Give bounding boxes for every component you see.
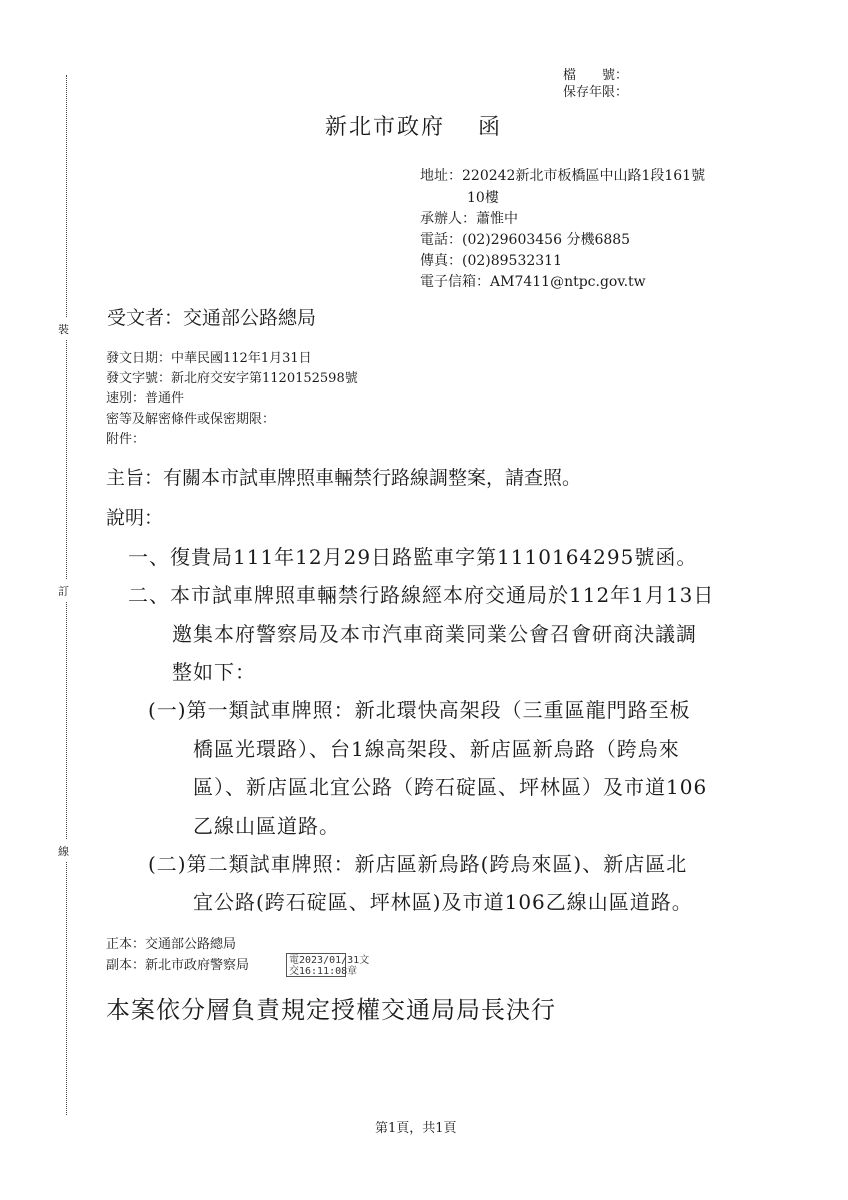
archive-retention: 保存年限： <box>563 85 629 100</box>
secrecy-level: 密等及解密條件或保密期限： <box>106 412 276 427</box>
delegation-note: 本案依分層負責規定授權交通局局長決行 <box>106 996 556 1024</box>
explanation-item-2-line-1: 二、本市試車牌照車輛禁行路線經本府交通局於112年1月13日 <box>128 583 715 607</box>
explanation-label: 說明： <box>106 507 164 529</box>
document-number: 發文字號：新北府交安字第1120152598號 <box>106 371 358 386</box>
sub-item-1-line-2: 橋區光環路）、台1線高架段、新店區新烏路（跨烏來 <box>193 737 680 761</box>
contact-fax: 傳真：(02)89532311 <box>420 253 562 269</box>
sub-item-2-line-1: (二)第二類試車牌照：新店區新烏路(跨烏來區)、新店區北 <box>148 852 688 876</box>
binding-mark-xian: 線 <box>58 840 69 862</box>
sub-item-2-line-2: 宜公路(跨石碇區、坪林區)及市道106乙線山區道路。 <box>193 890 693 914</box>
contact-email: 電子信箱：AM7411@ntpc.gov.tw <box>420 274 646 290</box>
delivery-speed: 速別：普通件 <box>106 391 185 406</box>
copy-carbon: 副本：新北市政府警察局 <box>106 958 250 973</box>
archive-file-no: 檔 號： <box>563 68 629 83</box>
sub-item-1-line-1: (一)第一類試車牌照：新北環快高架段（三重區龍門路至板 <box>148 698 691 722</box>
document-title: 新北市政府 函 <box>325 115 502 140</box>
stamp-time: 交16:11:08章 <box>289 966 358 977</box>
electronic-exchange-stamp <box>286 953 370 977</box>
binding-mark-zhuang: 裝 <box>58 318 69 340</box>
contact-phone: 電話：(02)29603456 分機6885 <box>420 232 631 248</box>
attachment: 附件： <box>106 432 146 447</box>
contact-address-floor: 10樓 <box>467 190 499 206</box>
explanation-item-1: 一、復貴局111年12月29日路監車字第1110164295號函。 <box>128 545 698 569</box>
subject: 主旨：有關本市試車牌照車輛禁行路線調整案，請查照。 <box>106 467 582 489</box>
recipient: 受文者：交通部公路總局 <box>107 307 317 329</box>
copy-original: 正本：交通部公路總局 <box>106 937 237 952</box>
stamp-date: 電2023/01/31文 <box>289 955 370 966</box>
contact-handler: 承辦人：蕭惟中 <box>420 211 518 227</box>
page-footer: 第1頁，共1頁 <box>375 1121 457 1136</box>
issue-date: 發文日期：中華民國112年1月31日 <box>106 351 312 366</box>
contact-address: 地址：220242新北市板橋區中山路1段161號 <box>420 168 706 184</box>
sub-item-1-line-4: 乙線山區道路。 <box>193 814 340 838</box>
sub-item-1-line-3: 區）、新店區北宜公路（跨石碇區、坪林區）及市道106 <box>193 775 708 799</box>
explanation-item-2-line-2: 邀集本府警察局及本市汽車商業同業公會召會研商決議調 <box>172 622 697 646</box>
binding-mark-ding: 訂 <box>58 580 69 602</box>
explanation-item-2-line-3: 整如下： <box>172 660 256 684</box>
